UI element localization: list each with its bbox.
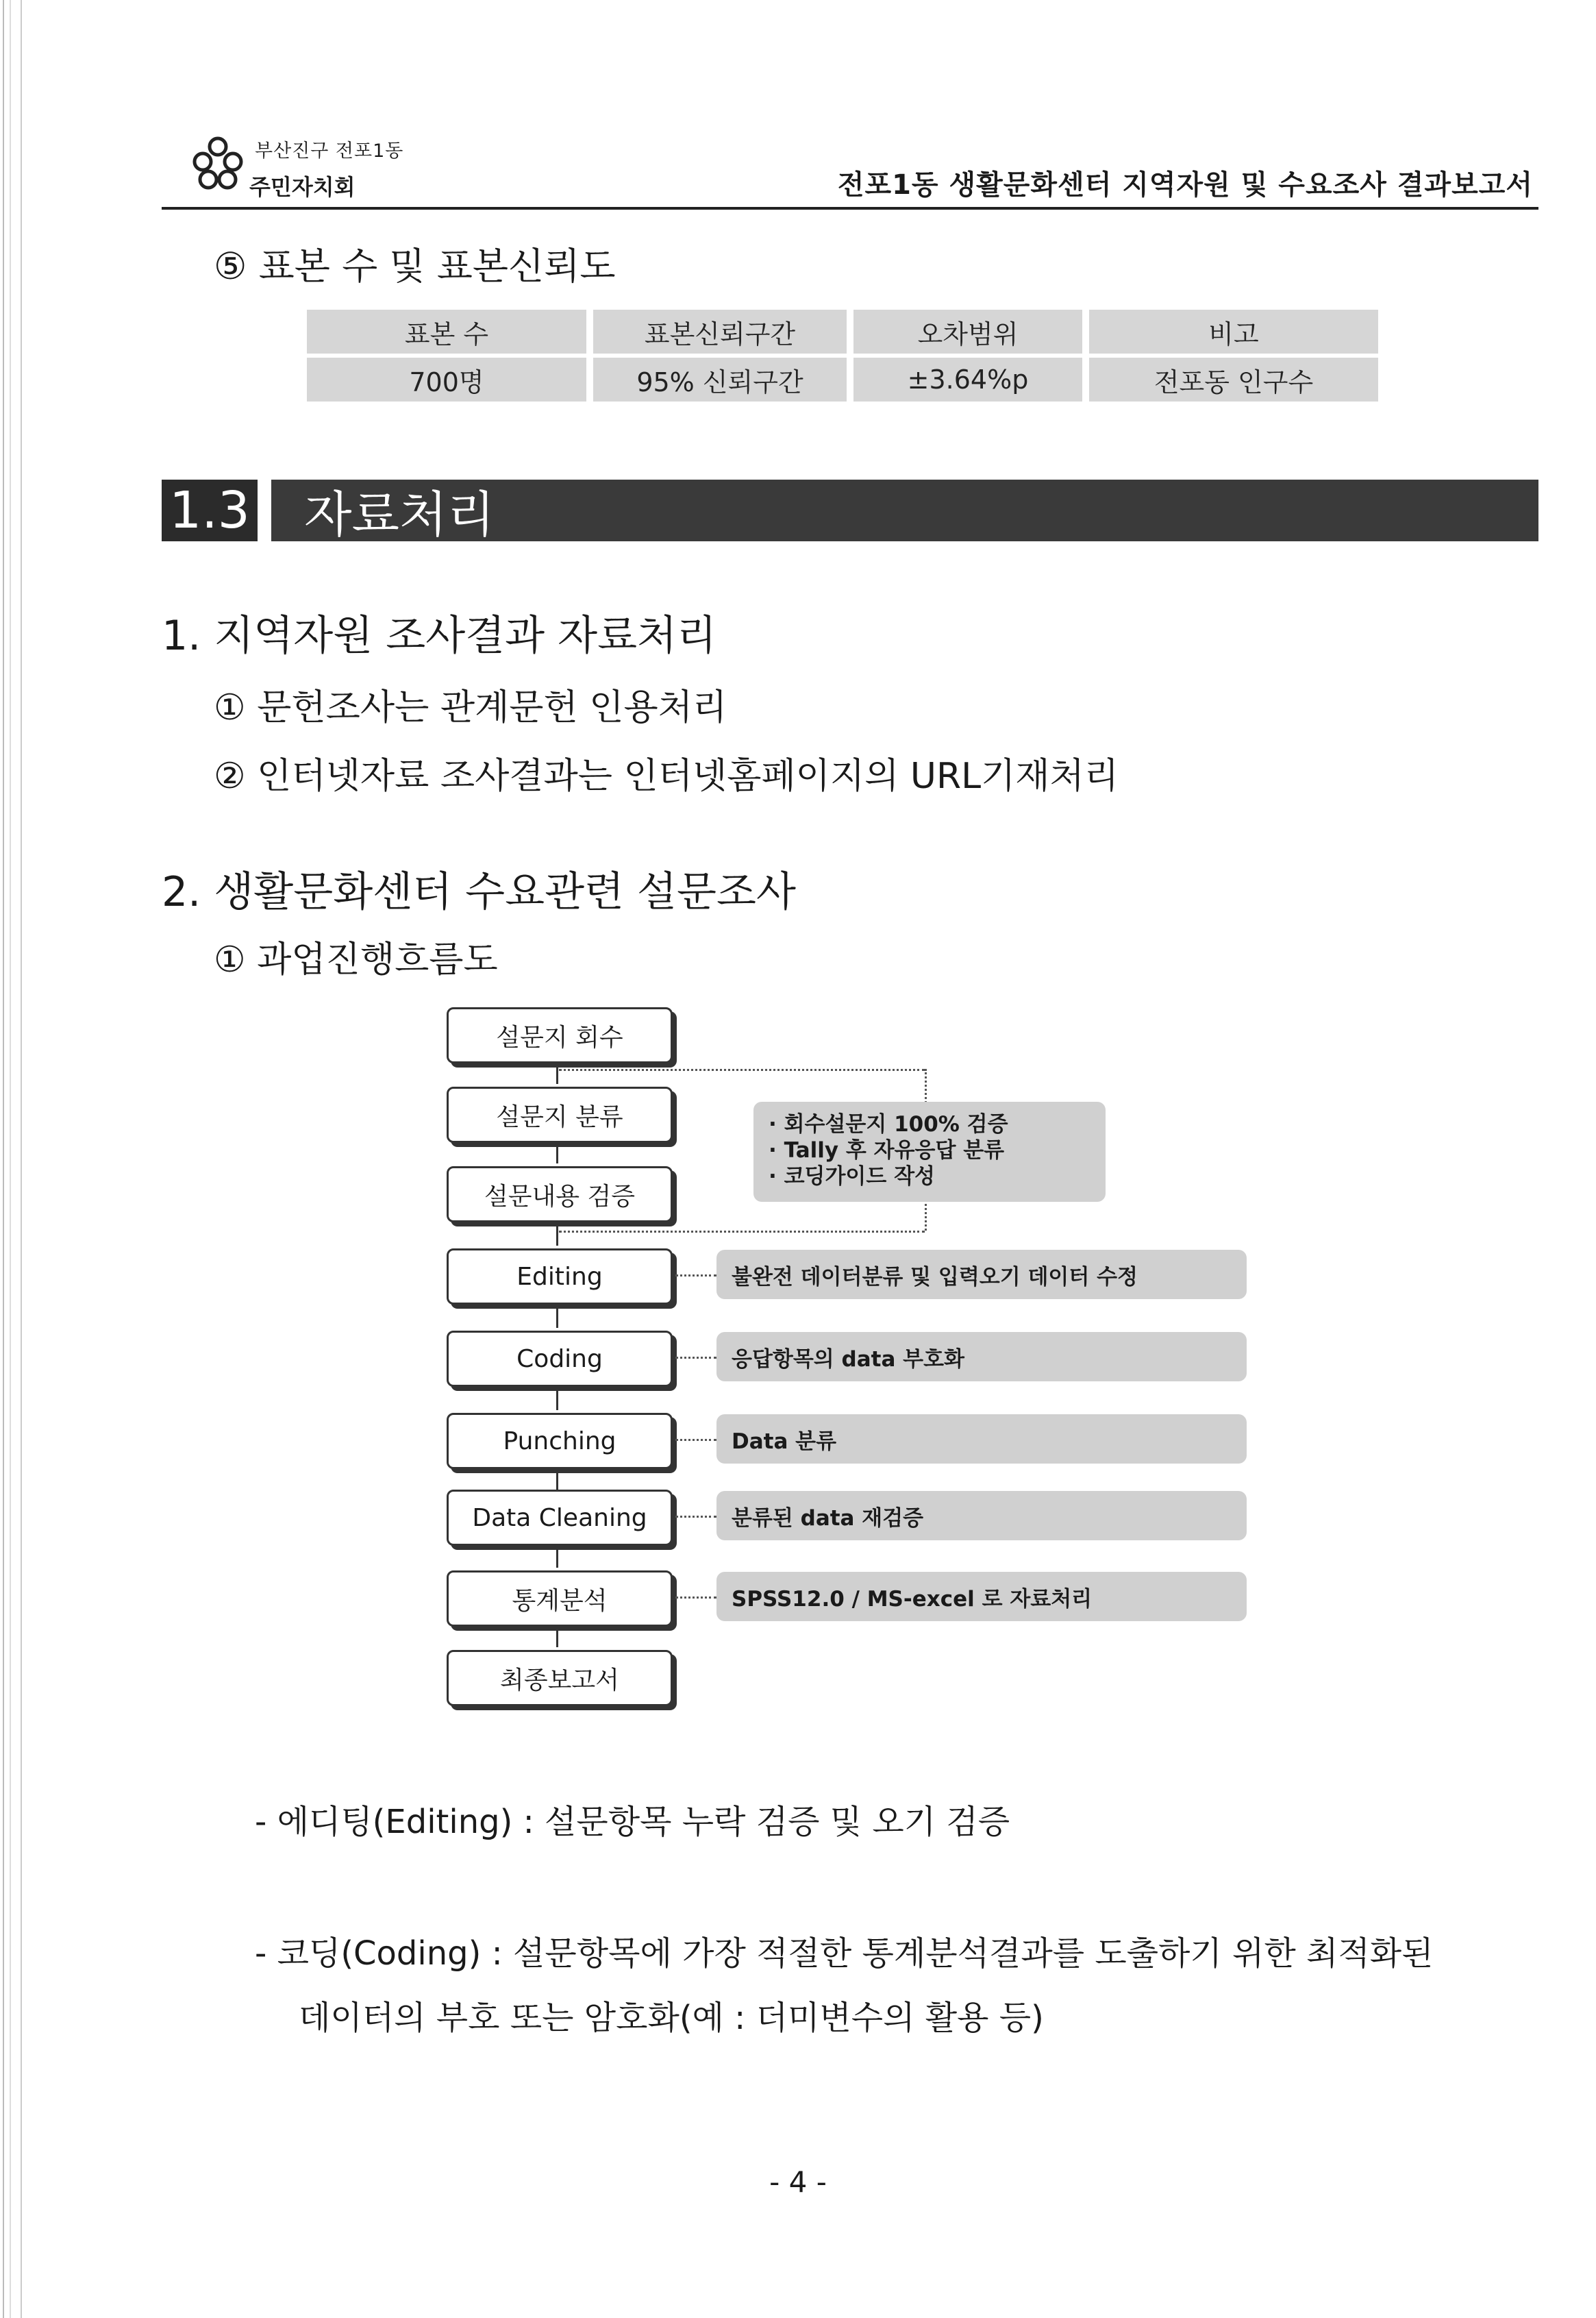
table-cell: 95% 신뢰구간 xyxy=(593,358,847,402)
flow-step-box: 최종보고서 xyxy=(447,1650,673,1706)
organization-name-line2: 주민자치회 xyxy=(249,174,356,200)
part2-heading: 2. 생활문화센터 수요관련 설문조사 xyxy=(162,868,796,916)
flow-connector xyxy=(556,1300,558,1328)
flow-step-box: Punching xyxy=(447,1413,673,1469)
flow-step-note: 분류된 data 재검증 xyxy=(716,1491,1247,1540)
group-bracket-line xyxy=(559,1069,925,1071)
scan-edge-line xyxy=(10,0,11,2318)
flow-step-box: Editing xyxy=(447,1248,673,1305)
flow-step-note: SPSS12.0 / MS-excel 로 자료처리 xyxy=(716,1572,1247,1621)
flow-step-note: 불완전 데이터분류 및 입력오기 데이터 수정 xyxy=(716,1250,1247,1299)
flow-step-box: 설문지 분류 xyxy=(447,1087,673,1143)
table-cell: ±3.64%p xyxy=(853,358,1082,402)
flow-step-note: 응답항목의 data 부호화 xyxy=(716,1332,1247,1381)
table-cell: 700명 xyxy=(307,358,586,402)
flow-step-box: 설문지 회수 xyxy=(447,1007,673,1063)
scan-edge-line xyxy=(3,0,4,2318)
section-number: 1.3 xyxy=(162,480,258,541)
page-number: - 4 - xyxy=(769,2165,827,2199)
header-rule xyxy=(162,207,1538,210)
part1-item: ① 문헌조사는 관계문헌 인용처리 xyxy=(214,687,727,728)
flow-leader-line xyxy=(675,1357,716,1359)
flow-step-note: Data 분류 xyxy=(716,1414,1247,1464)
flow-leader-line xyxy=(675,1439,716,1441)
explanation-coding: - 코딩(Coding) : 설문항목에 가장 적절한 통계분석결과를 도출하기 위한 최적화된 xyxy=(255,1934,1434,1973)
flow-group-note-line: · 회수설문지 100% 검증 xyxy=(769,1112,1008,1137)
section-title: 자료처리 xyxy=(271,480,1538,541)
flow-leader-line xyxy=(675,1596,716,1599)
flow-step-box: Coding xyxy=(447,1331,673,1387)
flow-step-box: 통계분석 xyxy=(447,1570,673,1627)
sample-table xyxy=(307,310,1385,406)
flow-step-box: Data Cleaning xyxy=(447,1490,673,1546)
table-row xyxy=(307,358,1385,402)
flow-group-note-line: · 코딩가이드 작성 xyxy=(769,1164,935,1189)
part2-subheading: ① 과업진행흐름도 xyxy=(214,939,498,981)
part1-item: ② 인터넷자료 조사결과는 인터넷홈페이지의 URL기재처리 xyxy=(214,756,1119,797)
explanation-editing: - 에디팅(Editing) : 설문항목 누락 검증 및 오기 검증 xyxy=(255,1803,1010,1841)
flow-connector xyxy=(556,1218,558,1246)
group-bracket-line xyxy=(559,1231,925,1233)
flow-group-note-line: · Tally 후 자유응답 분류 xyxy=(769,1138,1005,1163)
flow-leader-line xyxy=(675,1516,716,1518)
flow-leader-line xyxy=(675,1274,716,1277)
table-header-row xyxy=(307,310,1385,354)
flow-group-note xyxy=(753,1102,1106,1202)
explanation-coding-cont: 데이터의 부호 또는 암호화(예 : 더미변수의 활용 등) xyxy=(299,1999,1044,2037)
table-header-cell: 표본신뢰구간 xyxy=(593,310,847,354)
scan-edge-line xyxy=(21,0,22,2318)
flow-step-box: 설문내용 검증 xyxy=(447,1166,673,1222)
flow-connector xyxy=(556,1383,558,1410)
table-header-cell: 비고 xyxy=(1089,310,1378,354)
organization-logo-icon xyxy=(190,132,245,193)
sample-heading: ⑤ 표본 수 및 표본신뢰도 xyxy=(214,245,616,288)
part1-heading: 1. 지역자원 조사결과 자료처리 xyxy=(162,612,716,660)
organization-name-line1: 부산진구 전포1동 xyxy=(255,140,404,162)
table-header-cell: 표본 수 xyxy=(307,310,586,354)
table-cell: 전포동 인구수 xyxy=(1089,358,1378,402)
document-title: 전포1동 생활문화센터 지역자원 및 수요조사 결과보고서 xyxy=(837,169,1533,201)
table-header-cell: 오차범위 xyxy=(853,310,1082,354)
